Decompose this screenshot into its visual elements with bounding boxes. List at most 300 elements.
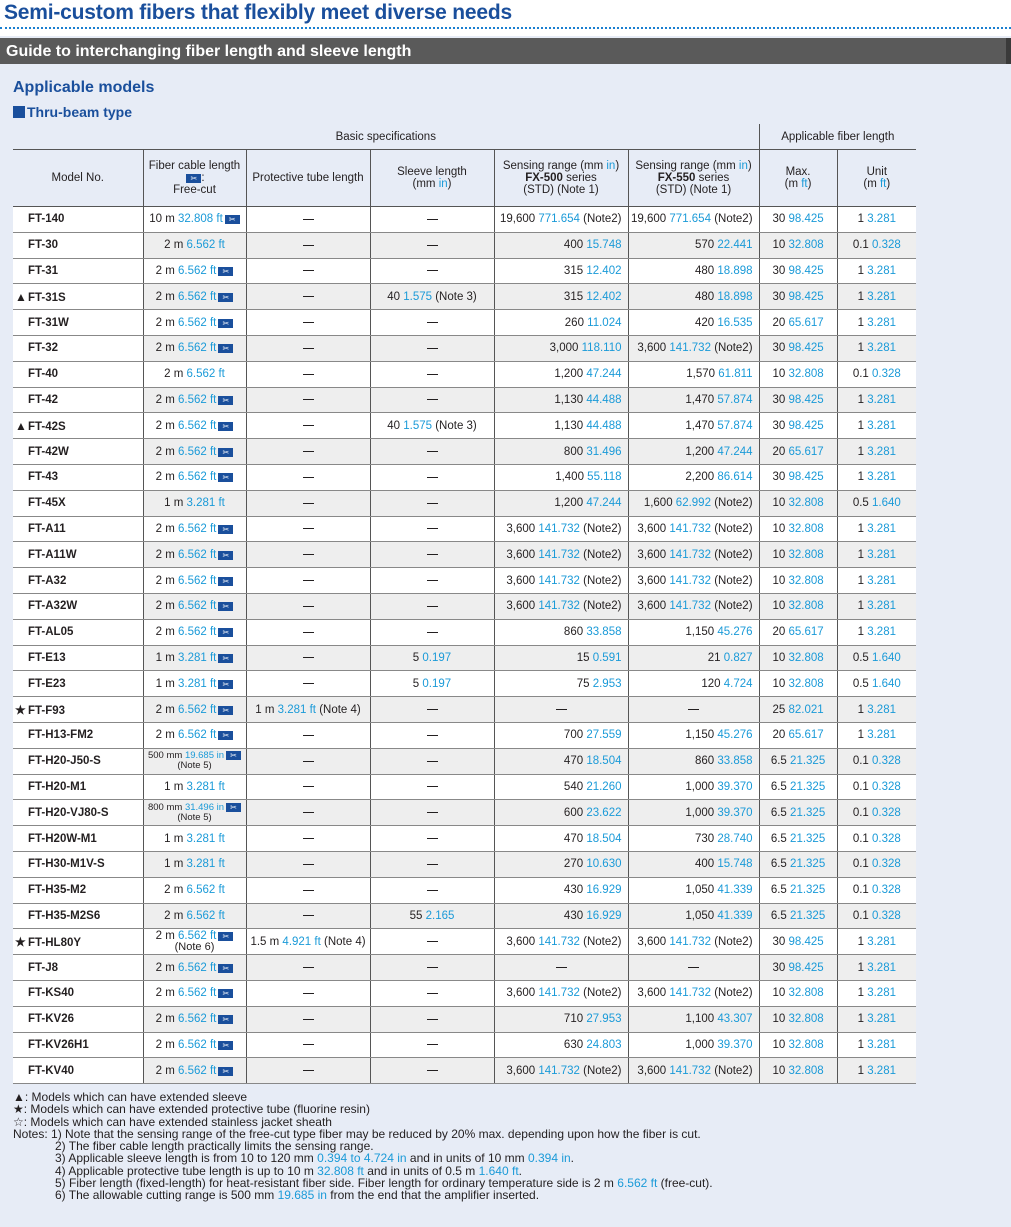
cell-tube — [246, 464, 370, 490]
cell-fx550: 3,600 141.732 (Note2) — [628, 335, 759, 361]
cell-fiber: 2 m 6.562 ft ✂ — [143, 413, 246, 439]
cell-max: 10 32.808 — [759, 232, 837, 258]
table-row — [13, 310, 916, 336]
cell-fx500: 470 18.504 — [494, 748, 628, 774]
legend-triangle: ▲: Models which can have extended sleeve — [13, 1090, 248, 1104]
cell-max: 10 32.808 — [759, 1058, 837, 1084]
table-row — [13, 645, 916, 671]
scissors-icon: ✂ — [218, 577, 233, 586]
cell-model: FT-H20W-M1 — [13, 826, 143, 852]
cell-fiber: 2 m 6.562 ft ✂ — [143, 722, 246, 748]
cell-unit: 0.5 1.640 — [837, 645, 916, 671]
cell-sleeve — [370, 774, 494, 800]
dash-mark — [427, 219, 438, 220]
table-row — [13, 955, 916, 981]
cell-tube — [246, 284, 370, 310]
cell-fx550: 3,600 141.732 (Note2) — [628, 542, 759, 568]
cell-fx500: 315 12.402 — [494, 284, 628, 310]
cell-fx500: 3,600 141.732 (Note2) — [494, 980, 628, 1006]
cell-fx500 — [494, 955, 628, 981]
cell-sleeve — [370, 542, 494, 568]
cell-model: FT-AL05 — [13, 619, 143, 645]
cell-sleeve — [370, 877, 494, 903]
cell-fx500: 860 33.858 — [494, 619, 628, 645]
cell-fx550: 1,100 43.307 — [628, 1006, 759, 1032]
cell-tube — [246, 645, 370, 671]
cell-tube: 1.5 m 4.921 ft (Note 4) — [246, 929, 370, 955]
dash-mark — [303, 219, 314, 220]
cell-model: FT-31W — [13, 310, 143, 336]
note-6: 6) The allowable cutting range is 500 mm 19.685 in from the end that the amplifier inserted. — [55, 1188, 540, 1203]
scissors-icon: ✂ — [218, 602, 233, 611]
cell-unit: 1 3.281 — [837, 542, 916, 568]
cell-fx550: 3,600 141.732 (Note2) — [628, 593, 759, 619]
cell-model: FT-42W — [13, 439, 143, 465]
cell-fx500: 540 21.260 — [494, 774, 628, 800]
cell-fiber: 2 m 6.562 ft ✂ — [143, 258, 246, 284]
table-row — [13, 903, 916, 929]
dash-mark — [303, 786, 314, 787]
dash-mark — [427, 528, 438, 529]
col-unit: Unit (m ft) — [837, 150, 916, 207]
cell-fx500: 3,600 141.732 (Note2) — [494, 929, 628, 955]
cell-model: ★ FT-F93 — [13, 697, 143, 723]
dash-mark — [427, 735, 438, 736]
note-5: 5) Fiber length (fixed-length) for heat-resistant fiber side. Fiber length for ordinary temperature side is 2 m 6.562 ft (free-cut). — [55, 1176, 713, 1191]
cell-fx550: 1,000 39.370 — [628, 774, 759, 800]
scissors-icon: ✂ — [218, 293, 233, 302]
scissors-icon: ✂ — [218, 1015, 233, 1024]
dash-mark — [303, 761, 314, 762]
cell-tube — [246, 258, 370, 284]
scissors-icon: ✂ — [218, 267, 233, 276]
dotted-divider — [0, 27, 1011, 29]
cell-sleeve — [370, 258, 494, 284]
legend-star: ★: Models which can have extended protective tube (fluorine resin) — [13, 1102, 370, 1117]
cell-max: 30 98.425 — [759, 335, 837, 361]
scissors-icon: ✂ — [218, 731, 233, 740]
cell-fiber: 2 m 6.562 ft ✂ — [143, 439, 246, 465]
cell-tube — [246, 361, 370, 387]
cell-max: 6.5 21.325 — [759, 800, 837, 826]
cell-tube — [246, 903, 370, 929]
cell-fiber: 500 mm 19.685 in ✂ (Note 5) — [143, 748, 246, 774]
col-fx500: Sensing range (mm in) FX-500 series (STD) (Note 1) — [494, 150, 628, 207]
cell-fiber: 2 m 6.562 ft ✂ — [143, 542, 246, 568]
cell-fx550: 1,150 45.276 — [628, 722, 759, 748]
cell-fiber: 2 m 6.562 ft ✂ — [143, 1006, 246, 1032]
cell-tube — [246, 207, 370, 233]
cell-fiber: 2 m 6.562 ft ✂ — [143, 516, 246, 542]
cell-unit: 0.1 0.328 — [837, 877, 916, 903]
cell-model: FT-A11 — [13, 516, 143, 542]
table-row — [13, 929, 916, 955]
scissors-icon: ✂ — [186, 174, 201, 183]
cell-unit: 0.1 0.328 — [837, 851, 916, 877]
cell-sleeve — [370, 619, 494, 645]
dash-mark — [427, 761, 438, 762]
scissors-icon: ✂ — [218, 706, 233, 715]
dash-mark — [303, 993, 314, 994]
cell-fx500: 710 27.953 — [494, 1006, 628, 1032]
cell-max: 10 32.808 — [759, 542, 837, 568]
subsection-label: Thru-beam type — [27, 104, 133, 120]
cell-unit: 0.5 1.640 — [837, 671, 916, 697]
dash-mark — [303, 399, 314, 400]
dash-mark — [427, 890, 438, 891]
table-row — [13, 671, 916, 697]
guide-bar — [0, 38, 1011, 64]
table-row — [13, 387, 916, 413]
cell-fx500: 3,600 141.732 (Note2) — [494, 593, 628, 619]
spec-table — [13, 124, 916, 1084]
dash-mark — [688, 709, 699, 710]
cell-model: FT-H35-M2S6 — [13, 903, 143, 929]
cell-unit: 1 3.281 — [837, 387, 916, 413]
table-row — [13, 258, 916, 284]
cell-model: FT-A32W — [13, 593, 143, 619]
cell-fx550: 3,600 141.732 (Note2) — [628, 1058, 759, 1084]
dash-mark — [303, 528, 314, 529]
scissors-icon: ✂ — [218, 1067, 233, 1076]
cell-sleeve — [370, 516, 494, 542]
cell-fx500: 19,600 771.654 (Note2) — [494, 207, 628, 233]
cell-fx550 — [628, 955, 759, 981]
cell-tube — [246, 671, 370, 697]
cell-unit: 1 3.281 — [837, 439, 916, 465]
table-row — [13, 722, 916, 748]
dash-mark — [427, 1044, 438, 1045]
cell-fiber: 1 m 3.281 ft ✂ — [143, 671, 246, 697]
page-title: Semi-custom fibers that flexibly meet diverse needs — [4, 1, 512, 24]
dash-mark — [303, 270, 314, 271]
dash-mark — [427, 348, 438, 349]
cell-model: FT-A32 — [13, 568, 143, 594]
cell-unit: 1 3.281 — [837, 310, 916, 336]
cell-max: 6.5 21.325 — [759, 877, 837, 903]
cell-tube — [246, 439, 370, 465]
cell-fiber: 2 m 6.562 ft ✂ — [143, 284, 246, 310]
scissors-icon: ✂ — [218, 989, 233, 998]
cell-fx500: 315 12.402 — [494, 258, 628, 284]
dash-mark — [303, 503, 314, 504]
cell-max: 30 98.425 — [759, 207, 837, 233]
cell-model: FT-KV40 — [13, 1058, 143, 1084]
cell-tube — [246, 387, 370, 413]
scissors-icon: ✂ — [225, 215, 240, 224]
cell-tube — [246, 774, 370, 800]
dash-mark — [303, 425, 314, 426]
table-row — [13, 826, 916, 852]
cell-tube — [246, 980, 370, 1006]
dash-mark — [303, 890, 314, 891]
cell-unit: 1 3.281 — [837, 722, 916, 748]
cell-max: 10 32.808 — [759, 645, 837, 671]
cell-max: 10 32.808 — [759, 490, 837, 516]
cell-sleeve — [370, 310, 494, 336]
cell-max: 20 65.617 — [759, 439, 837, 465]
cell-model: FT-KS40 — [13, 980, 143, 1006]
cell-model: FT-KV26 — [13, 1006, 143, 1032]
scissors-icon: ✂ — [218, 319, 233, 328]
cell-fx550: 420 16.535 — [628, 310, 759, 336]
table-row — [13, 980, 916, 1006]
dash-mark — [303, 735, 314, 736]
cell-model: FT-H20-J50-S — [13, 748, 143, 774]
cell-fx550: 3,600 141.732 (Note2) — [628, 929, 759, 955]
dash-mark — [427, 374, 438, 375]
cell-unit: 1 3.281 — [837, 980, 916, 1006]
dash-mark — [303, 245, 314, 246]
cell-fx550: 480 18.898 — [628, 284, 759, 310]
guide-bar-end — [1006, 38, 1011, 64]
cell-fx500: 700 27.559 — [494, 722, 628, 748]
col-model: Model No. — [13, 150, 143, 207]
subsection-title — [13, 104, 132, 120]
col-fiber-cable: Fiber cable length ✂ : Free-cut — [143, 150, 246, 207]
cell-fiber: 2 m 6.562 ft — [143, 903, 246, 929]
cell-unit: 1 3.281 — [837, 697, 916, 723]
cell-tube — [246, 1006, 370, 1032]
cell-model: FT-H20-M1 — [13, 774, 143, 800]
cell-tube — [246, 748, 370, 774]
cell-fiber: 1 m 3.281 ft — [143, 851, 246, 877]
cell-sleeve: 55 2.165 — [370, 903, 494, 929]
cell-fx500: 430 16.929 — [494, 903, 628, 929]
scissors-icon: ✂ — [218, 525, 233, 534]
cell-sleeve — [370, 335, 494, 361]
cell-fiber: 2 m 6.562 ft ✂ — [143, 955, 246, 981]
cell-fiber: 2 m 6.562 ft ✂ — [143, 464, 246, 490]
cell-tube — [246, 310, 370, 336]
cell-sleeve — [370, 1058, 494, 1084]
scissors-icon: ✂ — [218, 654, 233, 663]
dash-mark — [427, 786, 438, 787]
scissors-icon: ✂ — [218, 422, 233, 431]
cell-fx550: 2,200 86.614 — [628, 464, 759, 490]
table-row — [13, 1032, 916, 1058]
dash-mark — [303, 580, 314, 581]
scissors-icon: ✂ — [218, 680, 233, 689]
cell-max: 6.5 21.325 — [759, 748, 837, 774]
cell-fiber: 2 m 6.562 ft ✂ — [143, 593, 246, 619]
square-bullet-icon — [13, 106, 25, 118]
cell-tube — [246, 877, 370, 903]
cell-unit: 1 3.281 — [837, 619, 916, 645]
dash-mark — [427, 632, 438, 633]
dash-mark — [303, 1019, 314, 1020]
dash-mark — [427, 580, 438, 581]
cell-fiber: 2 m 6.562 ft ✂ — [143, 310, 246, 336]
cell-tube — [246, 851, 370, 877]
cell-tube: 1 m 3.281 ft (Note 4) — [246, 697, 370, 723]
cell-max: 30 98.425 — [759, 258, 837, 284]
cell-fx500: 1,130 44.488 — [494, 413, 628, 439]
table-row — [13, 335, 916, 361]
cell-fiber: 2 m 6.562 ft ✂ — [143, 619, 246, 645]
table-row — [13, 207, 916, 233]
cell-fiber: 2 m 6.562 ft — [143, 877, 246, 903]
cell-model: FT-31 — [13, 258, 143, 284]
cell-unit: 1 3.281 — [837, 1032, 916, 1058]
dash-mark — [556, 967, 567, 968]
cell-model: FT-H30-M1V-S — [13, 851, 143, 877]
cell-fx500: 400 15.748 — [494, 232, 628, 258]
table-row — [13, 413, 916, 439]
cell-fx500 — [494, 697, 628, 723]
dash-mark — [303, 554, 314, 555]
cell-max: 20 65.617 — [759, 310, 837, 336]
scissors-icon: ✂ — [226, 803, 241, 812]
cell-tube — [246, 800, 370, 826]
scissors-icon: ✂ — [218, 1041, 233, 1050]
cell-fx550: 1,050 41.339 — [628, 903, 759, 929]
table-row — [13, 568, 916, 594]
cell-fx550: 1,000 39.370 — [628, 1032, 759, 1058]
cell-fx550: 570 22.441 — [628, 232, 759, 258]
col-sleeve: Sleeve length (mm in) — [370, 150, 494, 207]
legend-hollow-star: ☆: Models which can have extended stainless jacket sheath — [13, 1114, 332, 1129]
cell-sleeve: 40 1.575 (Note 3) — [370, 284, 494, 310]
dash-mark — [427, 993, 438, 994]
cell-fx550: 1,470 57.874 — [628, 387, 759, 413]
cell-fx500: 270 10.630 — [494, 851, 628, 877]
cell-fiber: 2 m 6.562 ft ✂ (Note 6) — [143, 929, 246, 955]
cell-fiber: 1 m 3.281 ft — [143, 490, 246, 516]
cell-max: 10 32.808 — [759, 361, 837, 387]
scissors-icon: ✂ — [218, 551, 233, 560]
cell-max: 20 65.617 — [759, 619, 837, 645]
cell-model: FT-30 — [13, 232, 143, 258]
cell-fiber: 2 m 6.562 ft ✂ — [143, 1058, 246, 1084]
dash-mark — [303, 606, 314, 607]
dash-mark — [303, 322, 314, 323]
table-row — [13, 284, 916, 310]
cell-fiber: 10 m 32.808 ft ✂ — [143, 207, 246, 233]
scissors-icon: ✂ — [218, 344, 233, 353]
cell-tube — [246, 722, 370, 748]
cell-sleeve — [370, 593, 494, 619]
dash-mark — [427, 709, 438, 710]
dash-mark — [303, 348, 314, 349]
table-row — [13, 361, 916, 387]
cell-fx500: 3,600 141.732 (Note2) — [494, 1058, 628, 1084]
cell-fx550: 3,600 141.732 (Note2) — [628, 516, 759, 542]
cell-sleeve — [370, 1006, 494, 1032]
col-fx550: Sensing range (mm in) FX-550 series (STD) (Note 1) — [628, 150, 759, 207]
cell-sleeve — [370, 361, 494, 387]
cell-unit: 1 3.281 — [837, 1006, 916, 1032]
cell-sleeve — [370, 800, 494, 826]
table-row — [13, 748, 916, 774]
group-basic-specs: Basic specifications — [13, 124, 759, 150]
cell-fiber: 800 mm 31.496 in ✂ (Note 5) — [143, 800, 246, 826]
cell-max: 6.5 21.325 — [759, 851, 837, 877]
cell-fiber: 2 m 6.562 ft ✂ — [143, 1032, 246, 1058]
cell-fx550: 3,600 141.732 (Note2) — [628, 568, 759, 594]
cell-unit: 1 3.281 — [837, 464, 916, 490]
cell-model: FT-E13 — [13, 645, 143, 671]
cell-fx500: 260 11.024 — [494, 310, 628, 336]
dash-mark — [427, 554, 438, 555]
cell-fx500: 1,200 47.244 — [494, 490, 628, 516]
cell-fx500: 15 0.591 — [494, 645, 628, 671]
cell-fx550: 730 28.740 — [628, 826, 759, 852]
cell-max: 10 32.808 — [759, 980, 837, 1006]
cell-max: 30 98.425 — [759, 955, 837, 981]
table-row — [13, 697, 916, 723]
cell-unit: 0.1 0.328 — [837, 232, 916, 258]
cell-fx550: 400 15.748 — [628, 851, 759, 877]
cell-sleeve — [370, 439, 494, 465]
cell-fiber: 1 m 3.281 ft — [143, 774, 246, 800]
cell-fx550: 1,000 39.370 — [628, 800, 759, 826]
table-row — [13, 851, 916, 877]
table-row — [13, 774, 916, 800]
note-3: 3) Applicable sleeve length is from 10 to 120 mm 0.394 to 4.724 in and in units of 10 mm 0.394 in. — [55, 1151, 575, 1166]
guide-title: Guide to interchanging fiber length and sleeve length — [6, 43, 412, 60]
cell-sleeve — [370, 490, 494, 516]
dash-mark — [427, 941, 438, 942]
scissors-icon: ✂ — [218, 473, 233, 482]
dash-mark — [303, 1044, 314, 1045]
col-max: Max. (m ft) — [759, 150, 837, 207]
dash-mark — [427, 838, 438, 839]
cell-fiber: 1 m 3.281 ft — [143, 826, 246, 852]
dash-mark — [427, 967, 438, 968]
dash-mark — [556, 709, 567, 710]
cell-fx500: 430 16.929 — [494, 877, 628, 903]
group-applicable-length: Applicable fiber length — [759, 124, 916, 150]
cell-tube — [246, 1032, 370, 1058]
dash-mark — [427, 606, 438, 607]
dash-mark — [688, 967, 699, 968]
cell-fx500: 75 2.953 — [494, 671, 628, 697]
cell-fiber: 2 m 6.562 ft ✂ — [143, 697, 246, 723]
cell-sleeve — [370, 207, 494, 233]
cell-sleeve — [370, 955, 494, 981]
cell-unit: 1 3.281 — [837, 568, 916, 594]
cell-tube — [246, 413, 370, 439]
cell-model: FT-43 — [13, 464, 143, 490]
cell-unit: 0.1 0.328 — [837, 361, 916, 387]
cell-model: ▲FT-31S — [13, 284, 143, 310]
dash-mark — [303, 1070, 314, 1071]
cell-fx500: 1,130 44.488 — [494, 387, 628, 413]
cell-fiber: 2 m 6.562 ft ✂ — [143, 980, 246, 1006]
cell-unit: 1 3.281 — [837, 929, 916, 955]
cell-tube — [246, 516, 370, 542]
cell-tube — [246, 593, 370, 619]
cell-fx550: 860 33.858 — [628, 748, 759, 774]
dash-mark — [427, 399, 438, 400]
cell-fx500: 3,000 118.110 — [494, 335, 628, 361]
cell-fx550: 19,600 771.654 (Note2) — [628, 207, 759, 233]
cell-max: 6.5 21.325 — [759, 903, 837, 929]
table-row — [13, 542, 916, 568]
cell-sleeve — [370, 568, 494, 594]
cell-model: FT-KV26H1 — [13, 1032, 143, 1058]
cell-tube — [246, 1058, 370, 1084]
dash-mark — [303, 838, 314, 839]
cell-fiber: 2 m 6.562 ft — [143, 232, 246, 258]
cell-unit: 1 3.281 — [837, 335, 916, 361]
dash-mark — [427, 322, 438, 323]
cell-fiber: 2 m 6.562 ft ✂ — [143, 568, 246, 594]
cell-fx550: 1,200 47.244 — [628, 439, 759, 465]
cell-unit: 0.1 0.328 — [837, 774, 916, 800]
cell-fx500: 3,600 141.732 (Note2) — [494, 542, 628, 568]
